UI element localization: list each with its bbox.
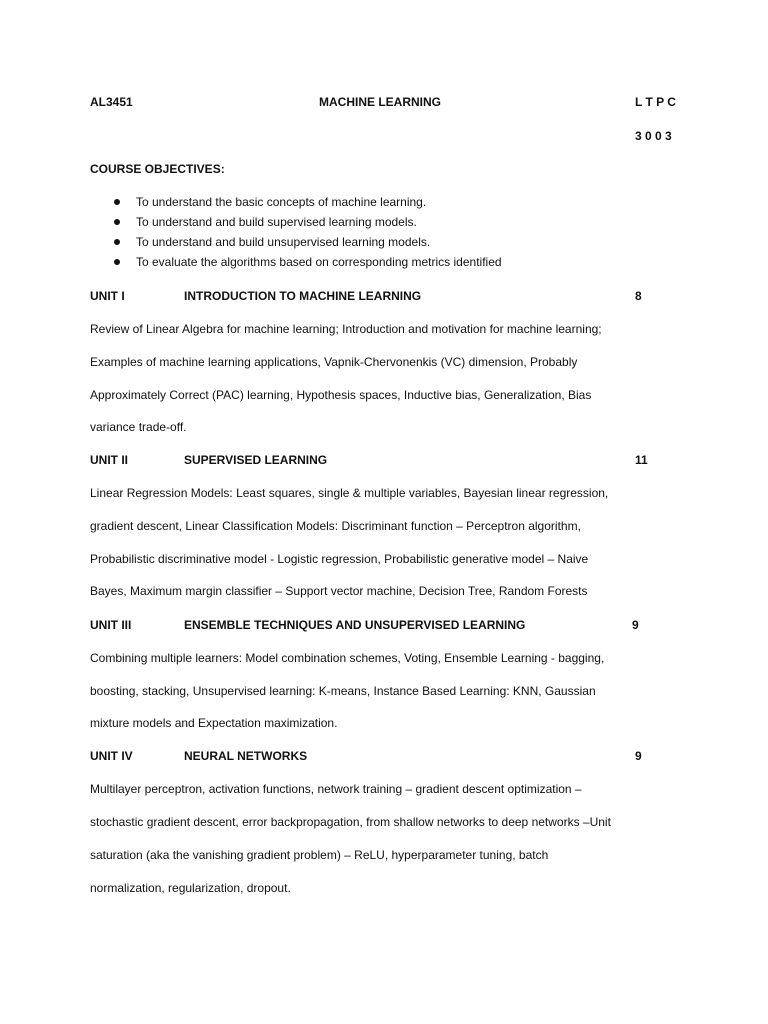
objective-item: [112, 252, 502, 272]
objective-text: To understand and build unsupervised learning models.: [136, 235, 431, 249]
unit-body-line: stochastic gradient descent, error backpropagation, from shallow networks to deep networks –Unit: [90, 815, 611, 829]
unit-label: UNIT IV: [90, 749, 133, 763]
unit-hours: 8: [635, 289, 642, 303]
unit-hours: 9: [635, 749, 642, 763]
course-code: AL3451: [90, 95, 133, 109]
ltpc-label: L T P C: [635, 95, 676, 109]
unit-title: INTRODUCTION TO MACHINE LEARNING: [184, 289, 422, 303]
unit-body-line: Multilayer perceptron, activation functions, network training – gradient descent optimization –: [90, 782, 582, 796]
bullet-icon: [114, 199, 120, 205]
unit-hours: 11: [635, 453, 648, 467]
objectives-heading: COURSE OBJECTIVES:: [90, 162, 225, 176]
bullet-icon: [114, 219, 120, 225]
unit-body-line: saturation (aka the vanishing gradient problem) – ReLU, hyperparameter tuning, batch: [90, 848, 549, 862]
objectives-list: [112, 192, 502, 272]
ltpc-values: 3 0 0 3: [635, 129, 672, 143]
objective-text: To evaluate the algorithms based on corresponding metrics identified: [136, 255, 502, 269]
unit-title: ENSEMBLE TECHNIQUES AND UNSUPERVISED LEARNING: [184, 618, 526, 632]
unit-title: SUPERVISED LEARNING: [184, 453, 328, 467]
unit-body-line: normalization, regularization, dropout.: [90, 881, 291, 895]
objective-item: [112, 212, 502, 232]
unit-body-line: Examples of machine learning applications, Vapnik-Chervonenkis (VC) dimension, Probably: [90, 355, 578, 369]
bullet-icon: [114, 259, 120, 265]
unit-body-line: Approximately Correct (PAC) learning, Hypothesis spaces, Inductive bias, Generalization, Bias: [90, 388, 592, 402]
unit-body-line: Combining multiple learners: Model combination schemes, Voting, Ensemble Learning - bagging,: [90, 651, 605, 665]
objective-text: To understand and build supervised learning models.: [136, 215, 417, 229]
unit-body-line: variance trade-off.: [90, 420, 187, 434]
objective-text: To understand the basic concepts of machine learning.: [136, 195, 427, 209]
unit-body-line: boosting, stacking, Unsupervised learning: K-means, Instance Based Learning: KNN, Gaussian: [90, 684, 596, 698]
unit-body-line: gradient descent, Linear Classification Models: Discriminant function – Perceptron algorithm,: [90, 519, 581, 533]
unit-body-line: Bayes, Maximum margin classifier – Support vector machine, Decision Tree, Random Forests: [90, 584, 588, 598]
unit-label: UNIT II: [90, 453, 128, 467]
objective-item: [112, 232, 502, 252]
bullet-icon: [114, 239, 120, 245]
objective-item: [112, 192, 502, 212]
unit-label: UNIT III: [90, 618, 132, 632]
unit-title: NEURAL NETWORKS: [184, 749, 308, 763]
unit-body-line: Review of Linear Algebra for machine learning; Introduction and motivation for machine learning;: [90, 322, 602, 336]
unit-body-line: mixture models and Expectation maximization.: [90, 716, 338, 730]
course-title: MACHINE LEARNING: [319, 95, 441, 109]
unit-body-line: Probabilistic discriminative model - Logistic regression, Probabilistic generative model – Naive: [90, 552, 589, 566]
unit-label: UNIT I: [90, 289, 125, 303]
unit-hours: 9: [632, 618, 639, 632]
unit-body-line: Linear Regression Models: Least squares, single & multiple variables, Bayesian linear regression,: [90, 486, 609, 500]
